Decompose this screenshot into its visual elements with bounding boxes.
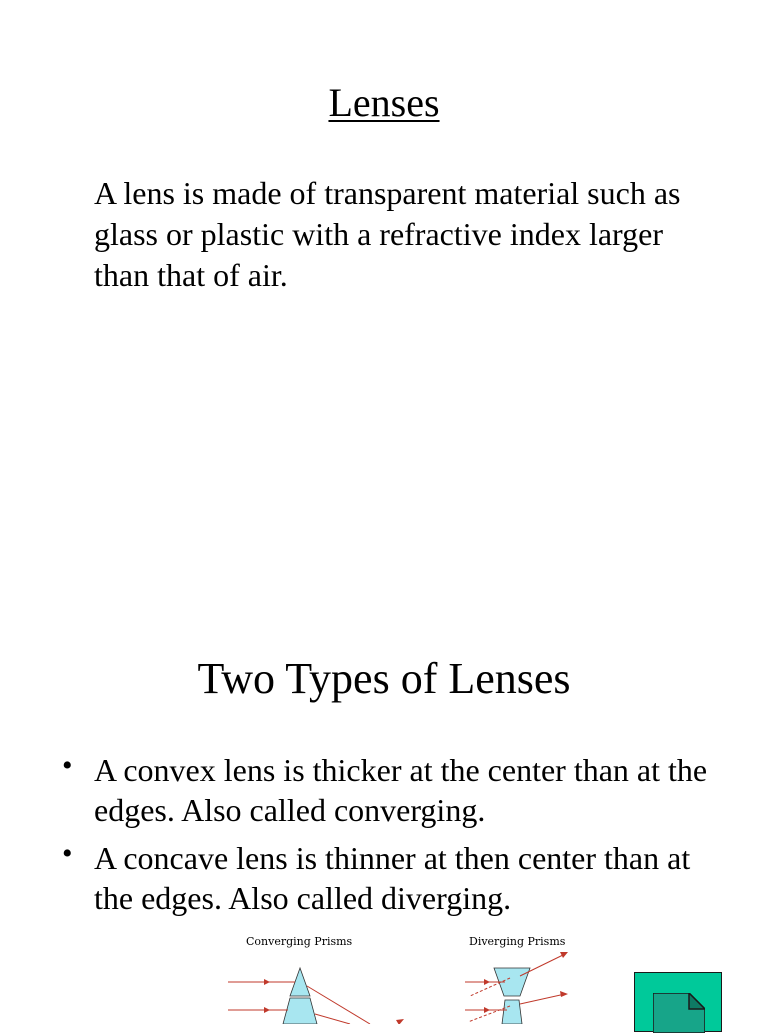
document-icon	[653, 993, 705, 1033]
diverging-prisms-label: Diverging Prisms	[469, 935, 566, 948]
converging-prism-group	[228, 968, 404, 1024]
diverging-ray-arrow	[484, 1007, 490, 1013]
diverging-prism-bottom	[502, 1000, 522, 1024]
converging-prisms-label: Converging Prisms	[246, 935, 353, 948]
nav-document-button[interactable]	[634, 972, 722, 1032]
converging-ray-arrow	[264, 1007, 270, 1013]
slide-1-title: Lenses	[328, 80, 440, 125]
diverging-ray-arrow	[560, 991, 568, 997]
converging-ray	[307, 986, 370, 1024]
converging-ray	[315, 1014, 350, 1024]
converging-ray-arrow	[396, 1019, 404, 1024]
diverging-ray-arrow	[560, 952, 568, 958]
converging-ray-arrow	[264, 979, 270, 985]
diverging-ray-arrow	[484, 979, 490, 985]
bullet-text: A concave lens is thinner at then center than at the edges. Also called diverging.	[94, 840, 691, 916]
slide-2-title: Two Types of Lenses	[197, 654, 571, 703]
prisms-diagram	[220, 930, 580, 1024]
slide-1-body: A lens is made of transparent material such as glass or plastic with a refractive index larger than that of air.	[94, 175, 681, 293]
bullet-dot: •	[62, 749, 73, 782]
list-item	[0, 838, 768, 918]
diverging-prism-group	[465, 952, 568, 1024]
bullet-text: A convex lens is thicker at the center than at the edges. Also called converging.	[94, 752, 708, 828]
list-item	[0, 750, 768, 830]
converging-prism-bottom	[283, 998, 317, 1024]
diverging-ray	[520, 994, 565, 1004]
bullet-dot: •	[62, 837, 73, 870]
diverging-ray	[520, 954, 565, 976]
bullet-list	[0, 750, 768, 926]
